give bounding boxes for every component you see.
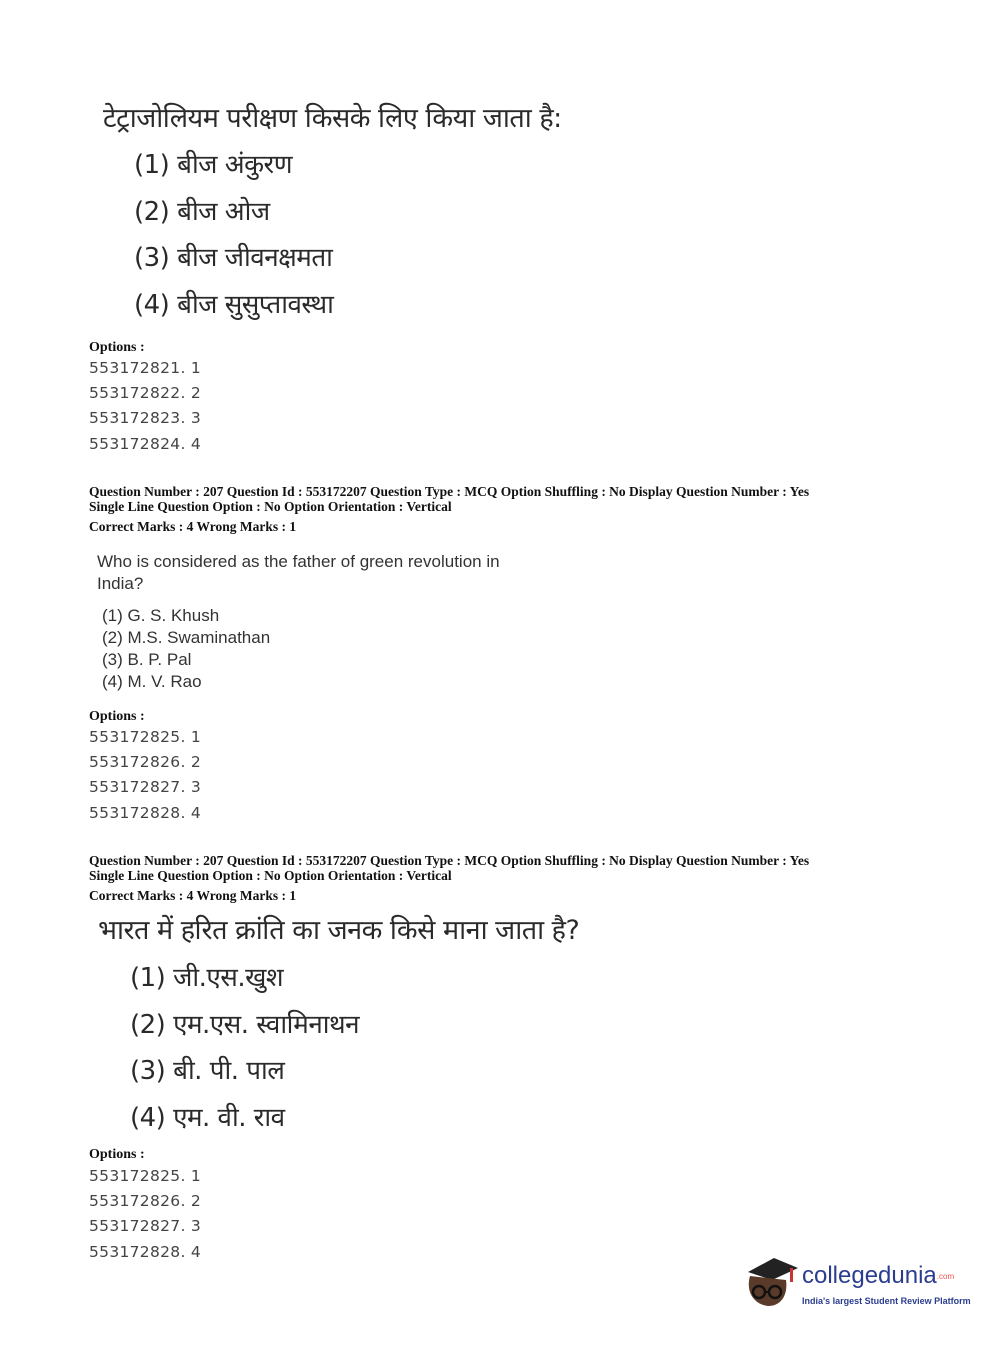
question-2-option-2: (2) M.S. Swaminathan	[102, 628, 271, 647]
question-3-option-2: (2) एम.एस. स्वामिनाथन	[130, 1010, 360, 1040]
option-id: 553172824. 4	[89, 435, 202, 453]
question-3-option-3: (3) बी. पी. पाल	[130, 1056, 285, 1086]
question-2-text: Who is considered as the father of green revolution in	[97, 552, 500, 571]
question-3-hindi-title: भारत में हरित क्रांति का जनक किसे माना जाता है?	[98, 915, 580, 946]
question-meta-line: Question Number : 207 Question Id : 553172207 Question Type : MCQ Option Shuffling : No Display Question Number : Yes	[89, 853, 810, 868]
question-marks: Correct Marks : 4 Wrong Marks : 1	[89, 888, 297, 903]
question-meta-line: Single Line Question Option : No Option Orientation : Vertical	[89, 868, 452, 883]
logo-wordmark: collegedunia.com	[802, 1262, 955, 1289]
collegedunia-logo	[742, 1250, 972, 1312]
option-id: 553172827. 3	[89, 778, 202, 796]
question-meta-line: Question Number : 207 Question Id : 553172207 Question Type : MCQ Option Shuffling : No Display Question Number : Yes	[89, 484, 810, 499]
option-id: 553172823. 3	[89, 409, 202, 427]
question-3-option-4: (4) एम. वी. राव	[130, 1103, 285, 1133]
question-2-option-3: (3) B. P. Pal	[102, 650, 192, 669]
option-id: 553172822. 2	[89, 384, 202, 402]
options-label: Options :	[89, 340, 145, 355]
question-meta-line: Single Line Question Option : No Option Orientation : Vertical	[89, 499, 452, 514]
logo-tagline: India's largest Student Review Platform	[802, 1296, 971, 1306]
options-label: Options :	[89, 709, 145, 724]
option-id: 553172825. 1	[89, 1167, 202, 1185]
option-id: 553172826. 2	[89, 753, 202, 771]
question-1-option-1: (1) बीज अंकुरण	[134, 150, 292, 180]
question-2-option-4: (4) M. V. Rao	[102, 672, 202, 691]
option-id: 553172827. 3	[89, 1217, 202, 1235]
question-2-option-1: (1) G. S. Khush	[102, 606, 220, 625]
options-label: Options :	[89, 1147, 145, 1162]
question-marks: Correct Marks : 4 Wrong Marks : 1	[89, 519, 297, 534]
option-id: 553172825. 1	[89, 728, 202, 746]
question-1-option-3: (3) बीज जीवनक्षमता	[134, 243, 333, 273]
option-id: 553172828. 4	[89, 804, 202, 822]
option-id: 553172821. 1	[89, 359, 202, 377]
question-1-hindi-title: टेट्राजोलियम परीक्षण किसके लिए किया जाता है:	[103, 103, 562, 134]
question-1-option-4: (4) बीज सुसुप्तावस्था	[134, 290, 334, 320]
question-3-option-1: (1) जी.एस.खुश	[130, 963, 284, 993]
question-1-option-2: (2) बीज ओज	[134, 197, 270, 227]
question-2-text: India?	[97, 574, 144, 593]
option-id: 553172826. 2	[89, 1192, 202, 1210]
option-id: 553172828. 4	[89, 1243, 202, 1261]
mascot-icon	[742, 1250, 800, 1312]
